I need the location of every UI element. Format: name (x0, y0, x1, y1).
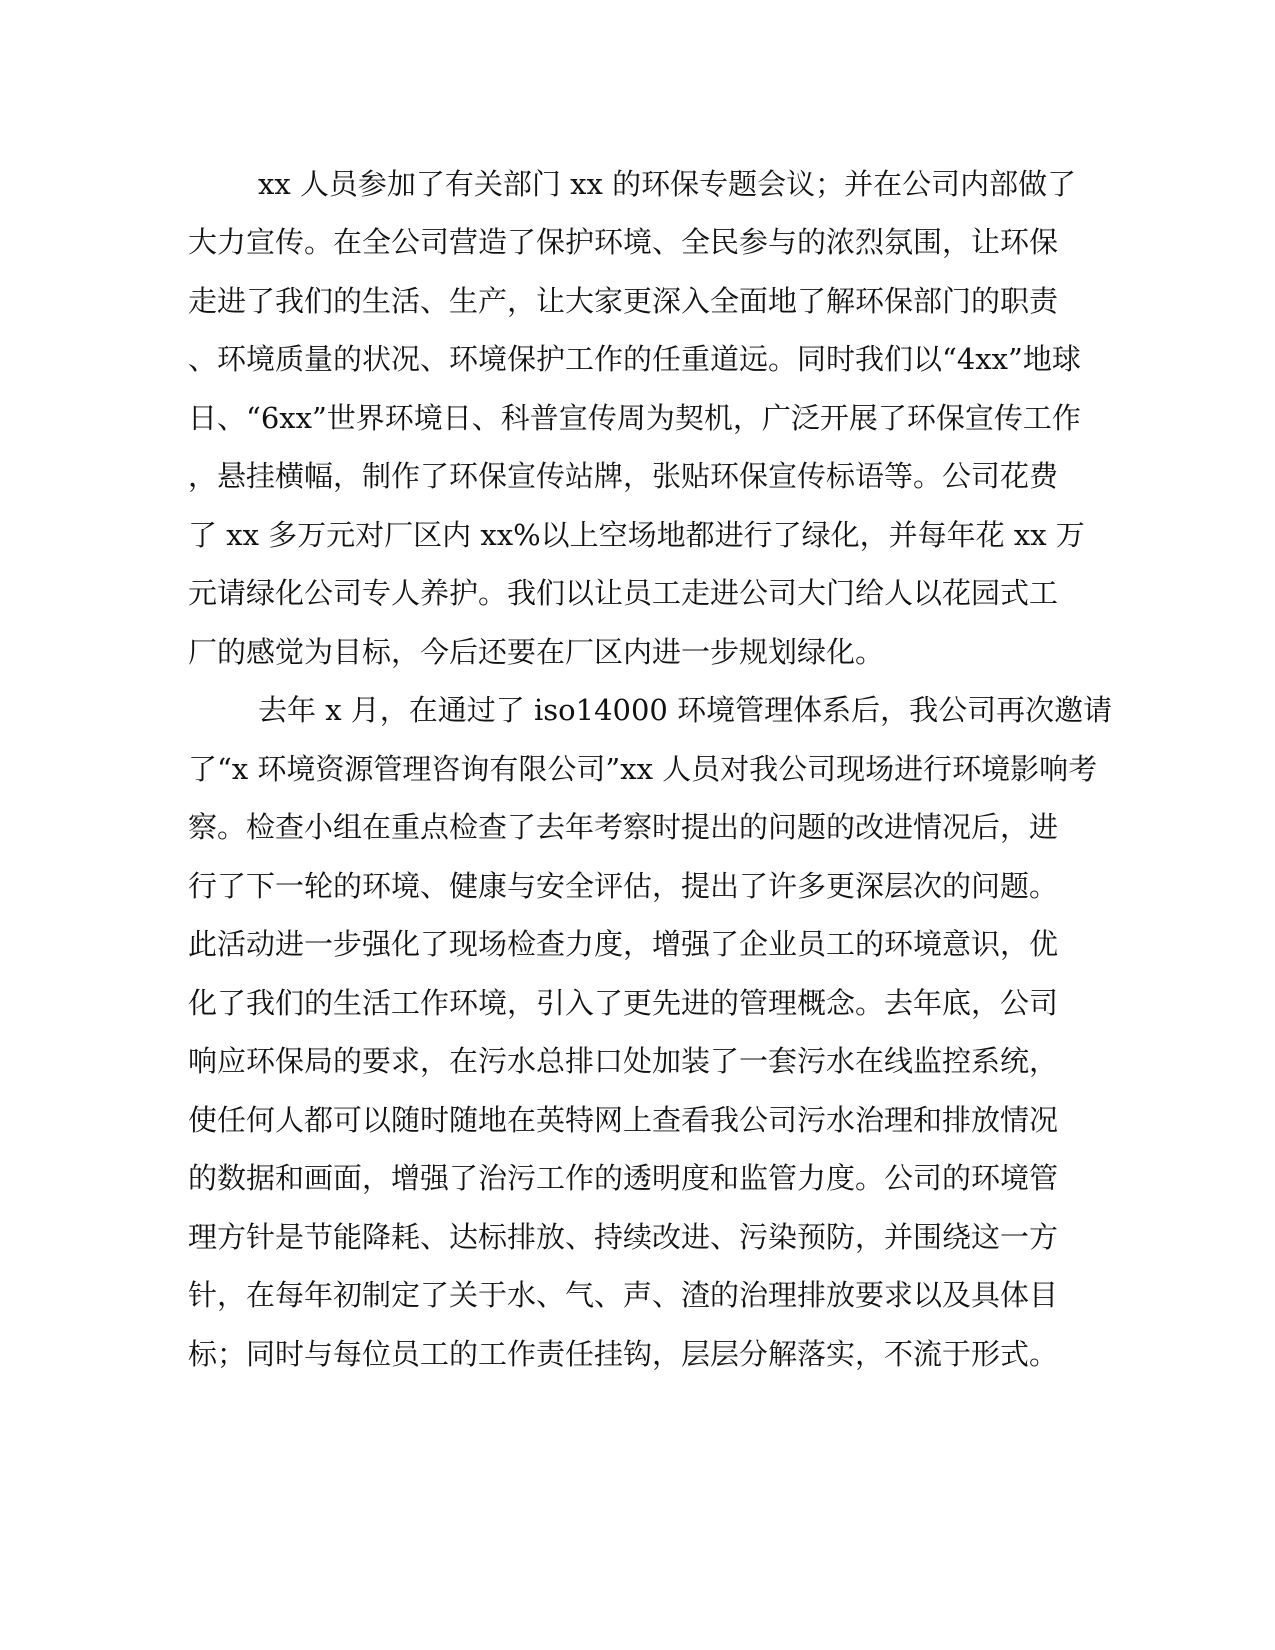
paragraph-2-line-3: 察。检查小组在重点检查了去年考察时提出的问题的改进情况后，进 (188, 810, 1059, 844)
paragraph-2-line-4: 行了下一轮的环境、健康与安全评估，提出了许多更深层次的问题。 (188, 869, 1059, 903)
paragraph-1-line-3: 走进了我们的生活、生产，让大家更深入全面地了解环保部门的职责 (188, 284, 1059, 318)
paragraph-2-line-11: 针，在每年初制定了关于水、气、声、渣的治理排放要求以及具体目 (188, 1278, 1059, 1312)
paragraph-1-line-1: xx 人员参加了有关部门 xx 的环保专题会议；并在公司内部做了 (258, 167, 1077, 201)
paragraph-2-line-12: 标；同时与每位员工的工作责任挂钩，层层分解落实，不流于形式。 (188, 1337, 1059, 1371)
paragraph-2-line-2: 了“x 环境资源管理咨询有限公司”xx 人员对我公司现场进行环境影响考 (188, 752, 1098, 786)
paragraph-2-line-6: 化了我们的生活工作环境，引入了更先进的管理概念。去年底，公司 (188, 986, 1059, 1020)
paragraph-2-line-10: 理方针是节能降耗、达标排放、持续改进、污染预防，并围绕这一方 (188, 1220, 1059, 1254)
paragraph-1-line-9: 厂的感觉为目标，今后还要在厂区内进一步规划绿化。 (188, 635, 885, 669)
paragraph-1-line-5: 日、“6xx”世界环境日、科普宣传周为契机，广泛开展了环保宣传工作 (188, 401, 1081, 435)
paragraph-2-line-5: 此活动进一步强化了现场检查力度，增强了企业员工的环境意识，优 (188, 927, 1059, 961)
paragraph-1-line-7: 了 xx 多万元对厂区内 xx%以上空场地都进行了绿化，并每年花 xx 万 (188, 518, 1085, 552)
paragraph-2-line-8: 使任何人都可以随时随地在英特网上查看我公司污水治理和排放情况 (188, 1103, 1059, 1137)
paragraph-2-line-9: 的数据和画面，增强了治污工作的透明度和监管力度。公司的环境管 (188, 1161, 1059, 1195)
paragraph-1-line-2: 大力宣传。在全公司营造了保护环境、全民参与的浓烈氛围，让环保 (188, 225, 1059, 259)
paragraph-2-line-1: 去年 x 月，在通过了 iso14000 环境管理体系后，我公司再次邀请 (258, 693, 1113, 727)
paragraph-1-line-8: 元请绿化公司专人养护。我们以让员工走进公司大门给人以花园式工 (188, 576, 1059, 610)
paragraph-1-line-6: ，悬挂横幅，制作了环保宣传站牌，张贴环保宣传标语等。公司花费 (188, 459, 1059, 493)
paragraph-2-line-7: 响应环保局的要求，在污水总排口处加装了一套污水在线监控系统， (188, 1044, 1059, 1078)
paragraph-1-line-4: 、环境质量的状况、环境保护工作的任重道远。同时我们以“4xx”地球 (188, 342, 1081, 376)
